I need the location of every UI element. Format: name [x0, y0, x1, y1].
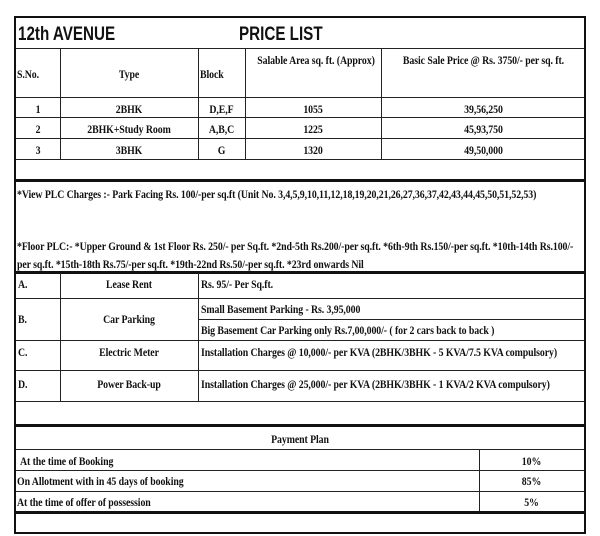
- charge-d-code: D.: [18, 377, 28, 391]
- project-name: 12th AVENUE: [18, 24, 116, 45]
- column-header-area: Salable Area sq. ft. (Approx): [257, 53, 375, 67]
- row-2-price: 45,93,750: [464, 122, 503, 136]
- charge-c-code: C.: [18, 345, 28, 359]
- charge-b-detail-1: Small Basement Parking - Rs. 3,95,000: [201, 302, 361, 316]
- divider: [16, 117, 584, 118]
- row-1-price: 39,56,250: [464, 102, 503, 116]
- divider: [16, 370, 584, 371]
- payment-percent-1: 10%: [521, 454, 542, 468]
- charge-b-name: Car Parking: [103, 312, 155, 326]
- row-3-price: 49,50,000: [464, 143, 503, 157]
- row-1-block: D,E,F: [209, 102, 234, 116]
- divider: [16, 449, 584, 450]
- payment-stage-1: At the time of Booking: [20, 454, 114, 468]
- column-header-sno: S.No.: [17, 67, 40, 81]
- charge-d-name: Power Back-up: [97, 377, 161, 391]
- row-2-type: 2BHK+Study Room: [87, 122, 171, 136]
- section-divider: [16, 179, 584, 182]
- divider: [16, 401, 584, 402]
- section-divider: [16, 271, 584, 274]
- divider: [16, 138, 584, 139]
- charge-a-detail: Rs. 95/- Per Sq.ft.: [201, 277, 274, 291]
- payment-stage-2: On Allotment with in 45 days of booking: [17, 474, 184, 488]
- payment-plan-title: Payment Plan: [271, 432, 329, 446]
- row-2-block: A,B,C: [208, 122, 235, 136]
- row-2-sno: 2: [35, 122, 41, 136]
- divider: [198, 319, 584, 320]
- payment-percent-3: 5%: [524, 495, 539, 509]
- row-2-area: 1225: [303, 122, 323, 136]
- row-3-sno: 3: [35, 143, 41, 157]
- floor-plc-line-1: *Floor PLC:- *Upper Ground & 1st Floor Rs. 250/- per Sq.ft. *2nd-5th Rs.200/-per sq.ft. *6th-9th Rs.150/-per sq.ft. *10th-14th Rs.100/-: [17, 239, 574, 253]
- row-1-sno: 1: [35, 102, 41, 116]
- divider: [16, 97, 584, 98]
- col-divider: [479, 449, 480, 512]
- divider: [16, 48, 584, 49]
- divider: [16, 159, 584, 160]
- charge-a-code: A.: [18, 277, 28, 291]
- charge-b-detail-2: Big Basement Car Parking only Rs.7,00,000/- ( for 2 cars back to back ): [201, 323, 495, 337]
- column-header-block: Block: [200, 67, 224, 81]
- divider: [16, 340, 584, 341]
- divider: [16, 298, 584, 299]
- section-divider: [16, 424, 584, 427]
- price-list-sheet: [14, 16, 586, 534]
- charge-d-detail: Installation Charges @ 25,000/- per KVA (2BHK/3BHK - 1 KVA/2 KVA compulsory): [201, 377, 550, 391]
- view-plc-text: *View PLC Charges :- Park Facing Rs. 100/-per sq.ft (Unit No. 3,4,5,9,10,11,12,18,19,20,21,26,27,36,37,42,43,44,45,50,51,52,53): [17, 187, 537, 201]
- row-1-type: 2BHK: [115, 102, 143, 116]
- row-3-block: G: [217, 143, 226, 157]
- charge-c-name: Electric Meter: [99, 345, 159, 359]
- col-divider: [198, 48, 199, 160]
- col-divider: [60, 273, 61, 402]
- section-divider: [16, 511, 584, 514]
- col-divider: [60, 48, 61, 160]
- column-header-type: Type: [118, 67, 140, 81]
- charge-a-name: Lease Rent: [106, 277, 152, 291]
- charge-b-code: B.: [18, 312, 27, 326]
- charge-c-detail: Installation Charges @ 10,000/- per KVA (2BHK/3BHK - 5 KVA/7.5 KVA compulsory): [201, 345, 558, 359]
- column-header-price: Basic Sale Price @ Rs. 3750/- per sq. ft.: [402, 53, 565, 67]
- divider: [16, 470, 584, 471]
- row-1-area: 1055: [303, 102, 323, 116]
- payment-percent-2: 85%: [521, 474, 542, 488]
- payment-stage-3: At the time of offer of possession: [17, 495, 151, 509]
- col-divider: [245, 48, 246, 160]
- col-divider: [381, 48, 382, 160]
- row-3-area: 1320: [303, 143, 323, 157]
- divider: [16, 491, 584, 492]
- floor-plc-line-2: per sq.ft. *15th-18th Rs.75/-per sq.ft. *19th-22nd Rs.50/-per sq.ft. *23rd onwards Nil: [17, 257, 364, 271]
- row-3-type: 3BHK: [115, 143, 143, 157]
- col-divider: [198, 273, 199, 402]
- document-title: PRICE LIST: [239, 24, 323, 45]
